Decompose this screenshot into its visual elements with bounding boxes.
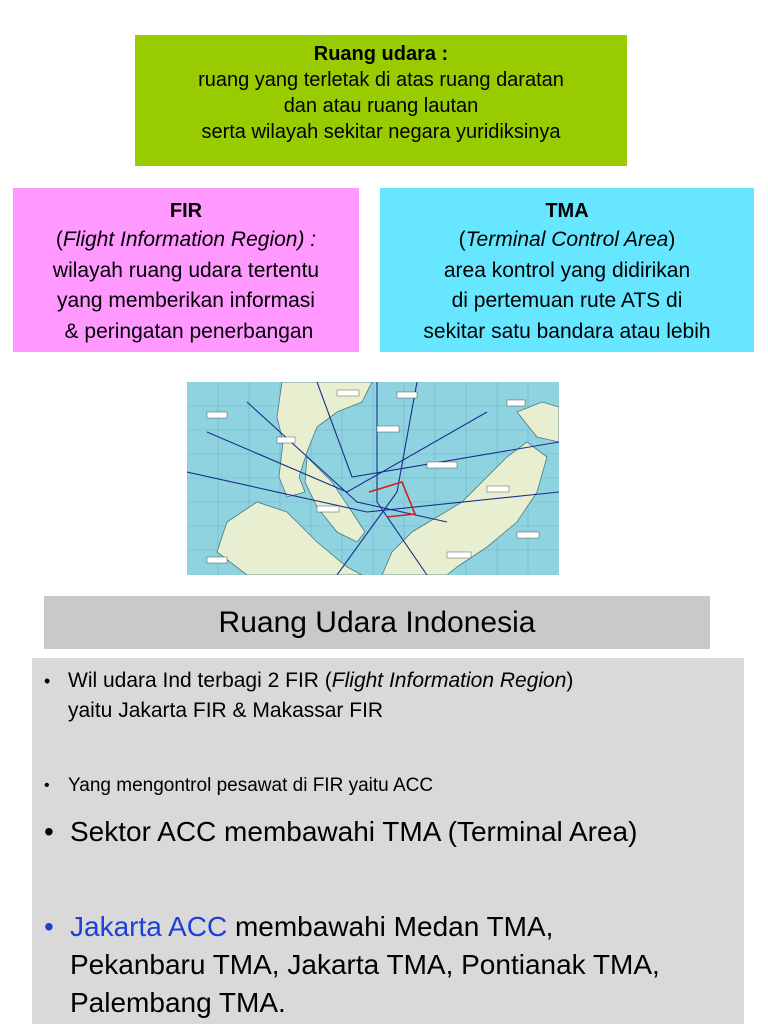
ruang-udara-heading: Ruang udara : <box>313 43 449 65</box>
bullet-marker: • <box>44 911 54 942</box>
bullet-line-2: yaitu Jakarta FIR & Makassar FIR <box>68 699 384 722</box>
tma-paren-close: ) <box>668 228 676 251</box>
bullet-line-2: Pekanbaru TMA, Jakarta TMA, Pontianak TMA, <box>70 949 660 980</box>
bullet-marker: • <box>44 671 51 691</box>
fir-heading: FIR <box>169 200 203 222</box>
tma-heading: TMA <box>545 200 589 222</box>
tma-expansion <box>380 225 754 256</box>
ruang-udara-line-1: ruang yang terletak di atas ruang daratan <box>198 69 564 91</box>
bullet-text <box>70 908 660 1022</box>
jakarta-acc-highlight: Jakarta ACC <box>70 911 228 942</box>
fir-line-1: wilayah ruang udara tertentu <box>52 258 320 282</box>
bullet-1-italic: Flight Information Region <box>331 669 567 692</box>
bullet-1-post: ) <box>566 669 574 692</box>
tma-paren-open: ( <box>458 228 466 251</box>
ruang-udara-line-3: serta wilayah sekitar negara yuridiksinya <box>201 121 561 143</box>
bullet-marker: • <box>44 816 54 847</box>
fir-paren-open: ( <box>55 228 63 251</box>
bullet-line-1 <box>68 666 573 696</box>
bullet-line-3: Palembang TMA. <box>70 987 286 1018</box>
bullet-text: Yang mengontrol pesawat di FIR yaitu ACC <box>68 775 434 796</box>
fir-line-2: yang memberikan informasi <box>57 289 315 312</box>
tma-line-2: di pertemuan rute ATS di <box>451 289 683 312</box>
bullet-text <box>68 666 573 726</box>
fir-expansion-text: Flight Information Region) : <box>62 228 317 251</box>
content-panel <box>32 658 744 1024</box>
tma-line-1: area kontrol yang didirikan <box>443 258 691 282</box>
tma-line-3: sekitar satu bandara atau lebih <box>423 319 711 343</box>
bullet-text: Sektor ACC membawahi TMA (Terminal Area) <box>70 816 638 847</box>
fir-box <box>13 188 359 352</box>
ruang-udara-line-2: dan atau ruang lautan <box>283 95 479 117</box>
fir-expansion <box>13 225 359 256</box>
airspace-map-image <box>187 382 559 575</box>
section-title: Ruang Udara Indonesia <box>44 596 710 649</box>
bullet-4-rest: membawahi Medan TMA, <box>227 911 554 942</box>
bullet-marker: • <box>44 777 50 794</box>
ruang-udara-box <box>135 35 627 166</box>
bullet-1-pre: Wil udara Ind terbagi 2 FIR ( <box>68 669 332 692</box>
bullet-line-1 <box>70 908 660 946</box>
fir-line-3: & peringatan penerbangan <box>58 319 314 343</box>
tma-box <box>380 188 754 352</box>
tma-expansion-text: Terminal Control Area <box>465 228 669 251</box>
